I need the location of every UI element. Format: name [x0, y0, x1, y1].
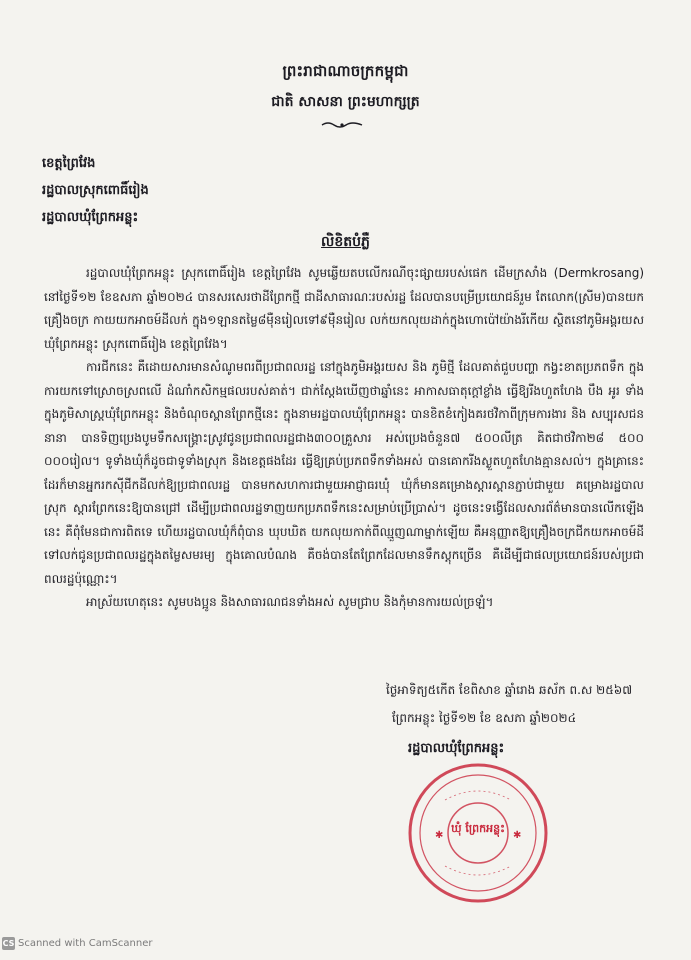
- solar-date: ព្រែកអន្លុះ ថ្ងៃទី១២ ខែ ឧសភា ឆ្នាំ២០២៤: [392, 711, 577, 725]
- commune-administration: រដ្ឋបាលឃុំព្រែកអន្លុះ: [42, 210, 139, 225]
- camscanner-logo-icon: CS: [2, 939, 15, 948]
- svg-text:✱: ✱: [513, 830, 522, 841]
- national-motto: ជាតិ សាសនា ព្រះមហាក្សត្រ: [271, 94, 420, 110]
- ornament-divider-icon: [320, 120, 364, 130]
- letter-header: [0, 62, 691, 113]
- kingdom-title: ព្រះរាជាណាចក្រកម្ពុជា: [282, 62, 409, 80]
- scanner-watermark: [2, 937, 153, 950]
- province-name: ខេត្តព្រៃវែង: [42, 156, 96, 171]
- lunar-date: ថ្ងៃអាទិត្យ៥កើត ខែពិសាខ ឆ្នាំរោង ឆស័ក ព.ស ២៥៦៧: [386, 683, 633, 697]
- paragraph-1: រដ្ឋបាលឃុំព្រែកអន្លុះ ស្រុកពោធិ៍រៀង ខេត្តព្រៃវែង សូមឆ្លើយតបលើករណីចុះផ្សាយរបស់ផេក ដើមក្រសាំង (Dermkrosang) នៅថ្ងៃទី១២ ខែឧសភា ឆ្នាំ២០២៤ បានសរសេរថាដីព្រែកថ្មី ជាដីសាធារណៈរបស់រដ្ឋ ដែលបានបម្រើប្រយោជន៍រួម តែលោក(ស្រីម)បានយកគ្រឿងចក្រ កាយយកអាចម៍ដីលក់ ក្នុង១ឡានតម្លៃ៨ម៉ឺនរៀលទៅ៩ម៉ឺនរៀល លក់យកលុយដាក់ក្នុងហោប៉ៅយ៉ាងរីកើយ ស្ថិតនៅភូមិអង្គរយស ឃុំព្រែកអន្លុះ ស្រុកពោធិ៍រៀង ខេត្តព្រៃវែង។: [44, 266, 644, 351]
- issuing-authority: [42, 150, 149, 231]
- paragraph-3: អាស្រ័យហេតុនេះ សូមបងប្អូន និងសាធារណជនទាំងអស់ សូមជ្រាប និងកុំមានការយល់ច្រឡំ។: [86, 595, 494, 609]
- signing-authority: រដ្ឋបាលឃុំព្រែកអន្លុះ: [408, 741, 505, 756]
- paragraph-2: ការជីកនេះ គឺដោយសារមានសំណូមពរពីប្រជាពលរដ្ឋ នៅក្នុងភូមិអង្គរយស និង ភូមិថ្មី ដែលគាត់ជួបបញ្ហា កង្វះខាតប្រភពទឹក ក្នុងការយកទៅស្រោចស្រពលើ ដំណាំកសិកម្មផលរបស់គាត់។ ជាក់ស្តែងឃើញថាឆ្នាំនេះ អាកាសធាតុក្តៅខ្លាំង ធ្វើឱ្យរីងហួតហែង បឹង អូរ ទាំងក្នុងភូមិសាស្ត្រឃុំព្រែកអន្លុះ និងចំណុចស្ពានព្រែកថ្មីនេះ ក្នុងនាមរដ្ឋបាលឃុំព្រែកអន្លុះ បានខិតខំកៀងគរថវិកាពីក្រុមការងារ និង សប្បុរសជននានា បានទិញប្រេងបូមទឹកសង្គ្រោះស្រូវជូនប្រជាពលរដ្ឋជាង៣០០គ្រួសារ អស់ប្រេងចំនួន៧ ៥០០លីត្រ គិតជាថវិកា២៨ ៥០០ ០០០រៀល។ ទូទាំងឃុំក៏ដូចជាទូទាំងស្រុក និងខេត្តផងដែរ ធ្វើឱ្យគ្រប់ប្រភពទឹកទាំងអស់ បានគោករីងស្ងួតហួតហែងគ្មានសល់។ ក្នុងគ្រានេះដែរក៏មានអ្នករកស៊ីជីកដីលក់ឱ្យប្រជាពលរដ្ឋ បានមកសហការជាមួយអាជ្ញាធរឃុំ ឃុំក៏មានគម្រោងស្តារស្ពានភ្ជាប់ជាមួយ គម្រោងរដ្ឋបាលស្រុក ស្តារព្រែកនេះឱ្យបានជ្រៅ ដើម្បីប្រជាពលរដ្ឋទាញយកប្រភពទឹកនេះសម្រាប់ប្រើប្រាស់។ ដូចនេះទង្វើដែលសារព័ត៌មានបានលើកឡើងនេះ គឺពុំមែនជាការពិតទេ ហើយរដ្ឋបាលឃុំក៏ពុំបាន ឃុបឃិត យកលុយកាក់ពីឈ្មួញណាម្នាក់ឡើយ គឺអនុញ្ញាតឱ្យគ្រឿងចក្រជីកយកអាចម៍ដី ទៅលក់ជូនប្រជាពលរដ្ឋក្នុងតម្លៃសមរម្យ ក្នុងគោលបំណង គឺចង់បានតែព្រែកដែលមានទឹកស្តុកច្រើន គឺដើម្បីជាផលប្រយោជន៍របស់ប្រជាពលរដ្ឋប៉ុណ្ណោះ។: [44, 360, 644, 586]
- district-administration: រដ្ឋបាលស្រុកពោធិ៍រៀង: [42, 183, 149, 198]
- svg-text:✱: ✱: [435, 830, 444, 841]
- document-title: លិខិតបំភ្លឺ: [321, 234, 370, 250]
- official-seal: [405, 760, 551, 906]
- scanner-label: Scanned with CamScanner: [18, 938, 153, 949]
- seal-text: ឃុំ ព្រែកអន្លុះ: [451, 822, 505, 835]
- letter-body: [44, 262, 644, 615]
